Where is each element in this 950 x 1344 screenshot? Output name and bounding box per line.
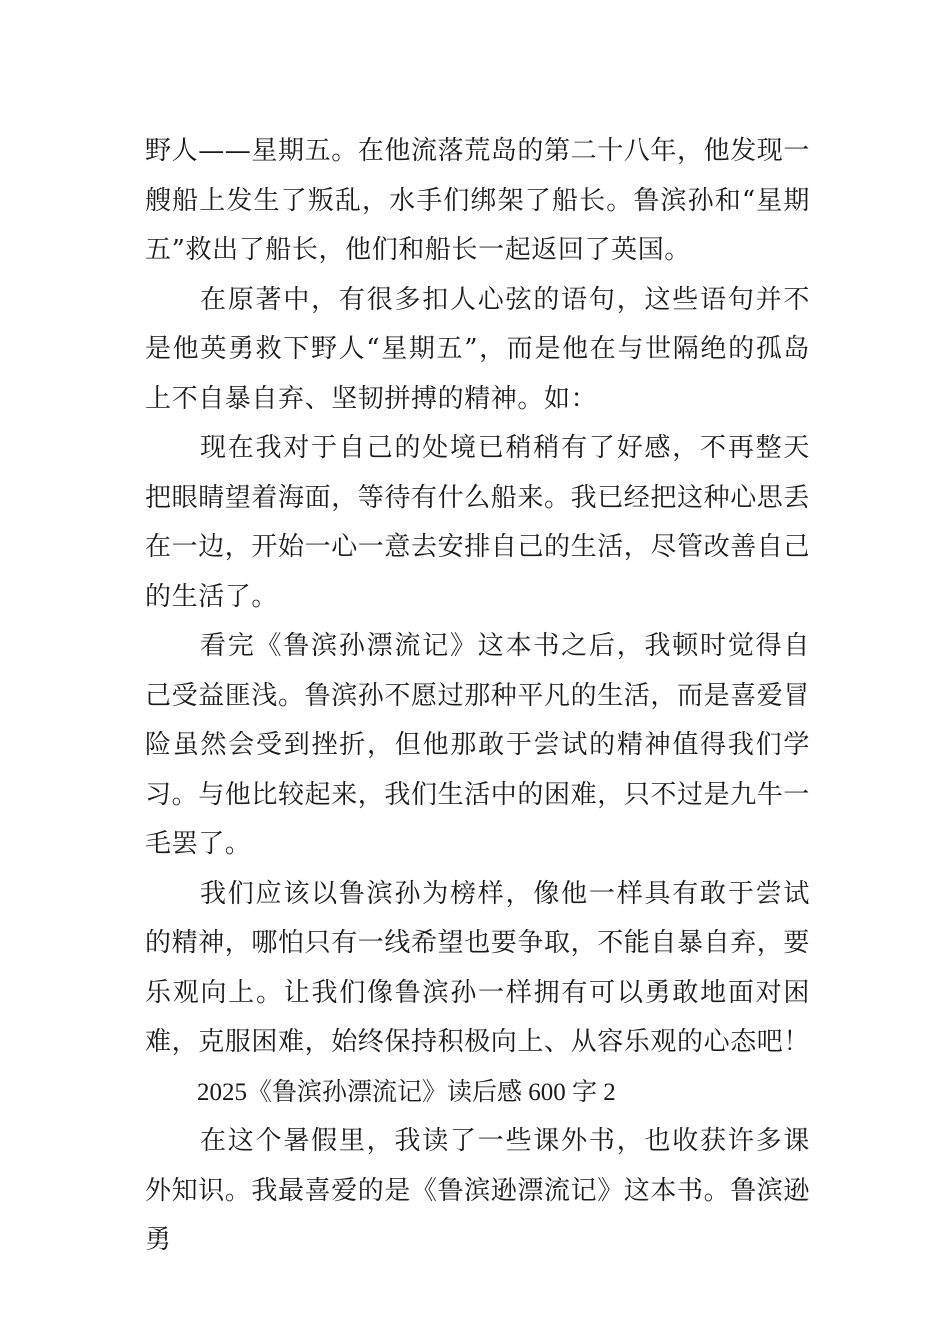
document-body [145,127,810,1266]
paragraph: 我们应该以鲁滨孙为榜样，像他一样具有敢于尝试的精神，哪怕只有一线希望也要争取，不能自暴自弃，要乐观向上。让我们像鲁滨孙一样拥有可以勇敢地面对困难，克服困难，始终保持积极向上、从容乐观的心态吧！ [145,878,811,1057]
paragraph: 看完《鲁滨孙漂流记》这本书之后，我顿时觉得自己受益匪浅。鲁滨孙不愿过那种平凡的生活，而是喜爱冒险虽然会受到挫折，但他那敢于尝试的精神值得我们学习。与他比较起来，我们生活中的困难，只不过是九牛一毛罢了。 [145,631,811,859]
paragraph: 在原著中，有很多扣人心弦的语句，这些语句并不是他英勇救下野人“星期五”，而是他在与世隔绝的孤岛上不自暴自弃、坚韧拼搏的精神。如： [145,284,810,414]
paragraph-quote: 现在我对于自己的处境已稍稍有了好感，不再整天把眼睛望着海面，等待有什么船来。我已经把这种心思丢在一边，开始一心一意去安排自己的生活，尽管改善自己的生活了。 [145,433,811,612]
paragraph: 在这个暑假里，我读了一些课外书，也收获许多课外知识。我最喜爱的是《鲁滨逊漂流记》这本书。鲁滨逊勇 [145,1126,811,1255]
paragraph-continued: 野人——星期五。在他流落荒岛的第二十八年，他发现一艘船上发生了叛乱，水手们绑架了船长。鲁滨孙和“星期五”救出了船长，他们和船长一起返回了英国。 [145,136,811,265]
section-heading: 2025《鲁滨孙漂流记》读后感 600 字 2 [197,1078,616,1106]
